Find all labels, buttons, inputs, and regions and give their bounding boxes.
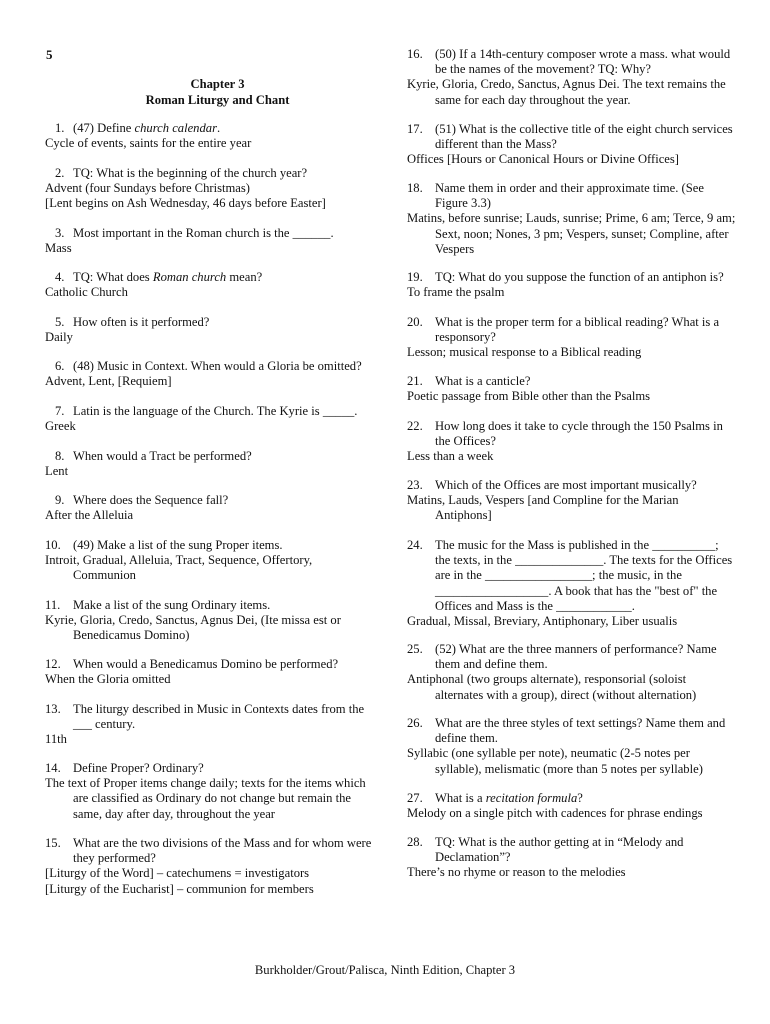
answer-line: Introit, Gradual, Alleluia, Tract, Sequence, Offertory, Communion [45, 553, 313, 583]
answer-line: Melody on a single pitch with cadences for phrase endings [407, 806, 703, 821]
answer-text [407, 211, 737, 257]
question-item [45, 836, 375, 897]
question-item [45, 493, 375, 523]
question-text [407, 419, 737, 449]
question-text [45, 226, 375, 241]
page-footer: Burkholder/Grout/Palisca, Ninth Edition, Chapter 3 [254, 963, 516, 977]
question-prompt: Make a list of the sung Ordinary items. [73, 598, 271, 612]
question-item [407, 181, 737, 257]
question-item [407, 270, 737, 300]
question-number: 25. [407, 642, 423, 656]
question-prompt: TQ: What do you suppose the function of an antiphon is? [435, 270, 724, 284]
answer-text [45, 374, 375, 389]
question-text [45, 404, 375, 419]
question-text [407, 270, 737, 285]
question-number: 4. [55, 270, 65, 284]
answer-line: There’s no rhyme or reason to the melodies [407, 865, 626, 880]
question-item [45, 657, 375, 687]
question-number: 27. [407, 791, 423, 805]
question-text [407, 47, 737, 77]
question-suffix: ? [577, 791, 583, 805]
question-prompt: (49) Make a list of the sung Proper items. [73, 538, 283, 552]
question-item [45, 404, 375, 434]
question-emphasis: Roman church [152, 270, 227, 284]
answer-text [407, 77, 737, 107]
answer-text [45, 285, 375, 300]
question-item [45, 761, 375, 822]
question-item [45, 166, 375, 212]
answer-line: Matins, Lauds, Vespers [and Compline for the Marian Antiphons] [407, 493, 679, 523]
answer-text [45, 672, 375, 687]
question-text [45, 315, 375, 330]
answer-text [407, 152, 737, 167]
answer-text [407, 746, 737, 776]
question-number: 21. [407, 374, 423, 388]
answer-line: The text of Proper items change daily; texts for the items which are classified as Ordinary do not change but remain the same, day after day, throughout the year [45, 776, 366, 821]
question-number: 6. [55, 359, 65, 373]
question-number: 9. [55, 493, 65, 507]
question-number: 5. [55, 315, 65, 329]
question-item [45, 449, 375, 479]
chapter-heading [60, 77, 375, 108]
question-text [45, 598, 375, 613]
question-prompt: When would a Tract be performed? [73, 449, 252, 463]
question-text [407, 315, 737, 345]
question-text [407, 181, 737, 211]
answer-text [407, 345, 737, 360]
question-number: 28. [407, 835, 423, 849]
answer-text [45, 776, 375, 822]
question-item [45, 315, 375, 345]
question-text [45, 449, 375, 464]
answer-line: Lent [45, 464, 69, 479]
answer-text [407, 614, 737, 629]
question-text [45, 270, 375, 285]
answer-line: Cycle of events, saints for the entire year [45, 136, 252, 151]
answer-line: [Lent begins on Ash Wednesday, 46 days before Easter] [45, 196, 326, 211]
answer-line: Advent (four Sundays before Christmas) [45, 181, 250, 196]
question-emphasis: recitation formula [485, 791, 578, 805]
answer-text [407, 672, 737, 702]
question-item [45, 538, 375, 584]
answer-line: Gradual, Missal, Breviary, Antiphonary, Liber usualis [407, 614, 678, 629]
answer-text [407, 865, 737, 880]
question-text [45, 493, 375, 508]
question-item [407, 642, 737, 703]
question-prompt: Define Proper? Ordinary? [73, 761, 204, 775]
question-prompt: What are the two divisions of the Mass and for whom were they performed? [73, 836, 372, 866]
question-prompt: TQ: What is the beginning of the church year? [73, 166, 308, 180]
question-text [45, 836, 375, 866]
question-text [407, 791, 737, 806]
answer-line: Kyrie, Gloria, Credo, Sanctus, Agnus Dei. The text remains the same for each day throughout the year. [407, 77, 726, 107]
answer-line: [Liturgy of the Word] – catechumens = investigators [45, 866, 310, 881]
question-item [45, 270, 375, 300]
question-text [45, 121, 375, 136]
question-text [45, 657, 375, 672]
question-item [407, 791, 737, 821]
answer-line: Advent, Lent, [Requiem] [45, 374, 172, 389]
answer-text [407, 493, 737, 523]
answer-line: Less than a week [407, 449, 494, 464]
answer-line: After the Alleluia [45, 508, 134, 523]
answer-text [45, 419, 375, 434]
answer-text [407, 806, 737, 821]
answer-line: Syllabic (one syllable per note), neumatic (2-5 notes per syllable), melismatic (more than 5 notes per syllable) [407, 746, 703, 776]
question-prompt: (51) What is the collective title of the eight church services different than the Mass? [435, 122, 733, 152]
question-item [407, 419, 737, 465]
question-item [45, 359, 375, 389]
answer-line: Offices [Hours or Canonical Hours or Divine Offices] [407, 152, 679, 167]
question-prompt: When would a Benedicamus Domino be performed? [73, 657, 339, 671]
answer-text [45, 553, 375, 583]
answer-text [45, 613, 375, 643]
question-number: 18. [407, 181, 423, 195]
question-prompt: TQ: What does [73, 270, 153, 284]
question-number: 13. [45, 702, 61, 716]
question-prompt: (48) Music in Context. When would a Gloria be omitted? [73, 359, 362, 373]
answer-text [45, 508, 375, 523]
question-number: 2. [55, 166, 65, 180]
question-number: 1. [55, 121, 65, 135]
question-emphasis: church calendar [134, 121, 217, 135]
question-number: 11. [45, 598, 61, 612]
answer-line: Lesson; musical response to a Biblical reading [407, 345, 642, 360]
question-item [407, 835, 737, 881]
question-prompt: How long does it take to cycle through the 150 Psalms in the Offices? [435, 419, 723, 449]
question-prompt: What is the proper term for a biblical reading? What is a responsory? [435, 315, 720, 345]
answer-line: 11th [45, 732, 67, 747]
question-prompt: What is a [435, 791, 486, 805]
question-prompt: How often is it performed? [73, 315, 210, 329]
question-prompt: Where does the Sequence fall? [73, 493, 229, 507]
question-prompt: What are the three styles of text settings? Name them and define them. [435, 716, 726, 746]
answer-text [45, 330, 375, 345]
question-item [407, 315, 737, 361]
question-number: 14. [45, 761, 61, 775]
answer-text [45, 866, 375, 896]
question-prompt: Latin is the language of the Church. The Kyrie is _____. [73, 404, 358, 418]
question-number: 26. [407, 716, 423, 730]
answer-text [407, 285, 737, 300]
question-suffix: . [216, 121, 221, 135]
page-number: 5 [46, 47, 53, 62]
answer-text [407, 449, 737, 464]
question-number: 23. [407, 478, 423, 492]
answer-line: Daily [45, 330, 73, 345]
question-number: 8. [55, 449, 65, 463]
question-number: 10. [45, 538, 61, 552]
answer-line: Catholic Church [45, 285, 128, 300]
question-prompt: The liturgy described in Music in Contexts dates from the ___ century. [73, 702, 365, 732]
question-item [407, 716, 737, 777]
question-prompt: (52) What are the three manners of performance? Name them and define them. [435, 642, 717, 672]
question-item [45, 598, 375, 644]
question-text [407, 478, 737, 493]
chapter-label: Chapter 3 [190, 77, 245, 91]
question-number: 7. [55, 404, 65, 418]
question-text [407, 642, 737, 672]
question-item [407, 47, 737, 108]
question-item [407, 122, 737, 168]
question-text [407, 122, 737, 152]
answer-text [407, 389, 737, 404]
answer-line: Antiphonal (two groups alternate), responsorial (soloist alternates with a group), direct (without alternation) [407, 672, 697, 702]
chapter-title: Roman Liturgy and Chant [145, 92, 290, 107]
answer-text [45, 732, 375, 747]
question-text [407, 835, 737, 865]
question-number: 15. [45, 836, 61, 850]
question-item [45, 121, 375, 151]
answer-line: When the Gloria omitted [45, 672, 171, 687]
answer-text [45, 464, 375, 479]
question-prompt: What is a canticle? [435, 374, 531, 388]
answer-text [45, 241, 375, 256]
question-text [45, 166, 375, 181]
answer-line: Poetic passage from Bible other than the Psalms [407, 389, 651, 404]
question-prompt: Most important in the Roman church is the ______. [73, 226, 334, 240]
answer-line: Matins, before sunrise; Lauds, sunrise; Prime, 6 am; Terce, 9 am; Sext, noon; Nones, 3 pm; Vespers, sunset; Compline, after Vespers [407, 211, 736, 256]
answer-line: Kyrie, Gloria, Credo, Sanctus, Agnus Dei, (Ite missa est or Benedicamus Domino) [45, 613, 341, 643]
question-item [45, 226, 375, 256]
answer-line: To frame the psalm [407, 285, 505, 300]
question-prompt: Name them in order and their approximate time. (See Figure 3.3) [435, 181, 704, 211]
question-text [45, 761, 375, 776]
question-text [45, 538, 375, 553]
answer-line: Greek [45, 419, 76, 434]
question-prompt: Which of the Offices are most important musically? [435, 478, 697, 492]
question-number: 12. [45, 657, 61, 671]
question-suffix: mean? [226, 270, 263, 284]
question-text [45, 359, 375, 374]
answer-text [45, 136, 375, 151]
question-number: 16. [407, 47, 423, 61]
question-text [407, 716, 737, 746]
question-number: 22. [407, 419, 423, 433]
question-number: 20. [407, 315, 423, 329]
question-number: 24. [407, 538, 423, 552]
question-number: 19. [407, 270, 423, 284]
question-item [407, 538, 737, 629]
question-text [45, 702, 375, 732]
answer-line: Mass [45, 241, 72, 256]
question-prompt: (50) If a 14th-century composer wrote a mass. what would be the names of the movement? TQ: Why? [435, 47, 731, 77]
question-text [407, 538, 737, 614]
question-prompt: (47) Define [73, 121, 135, 135]
question-number: 3. [55, 226, 65, 240]
question-item [45, 702, 375, 748]
answer-line: [Liturgy of the Eucharist] – communion for members [45, 881, 314, 896]
question-prompt: The music for the Mass is published in the __________; the texts, in the ______________. The texts for the Offices are in the _________________; the music, in the __________________. A book that has the "best of" the Offices and Mass is the ____________. [435, 538, 733, 613]
question-text [407, 374, 737, 389]
question-number: 17. [407, 122, 423, 136]
answer-text [45, 181, 375, 211]
question-item [407, 478, 737, 524]
question-item [407, 374, 737, 404]
question-prompt: TQ: What is the author getting at in “Melody and Declamation”? [435, 835, 684, 865]
